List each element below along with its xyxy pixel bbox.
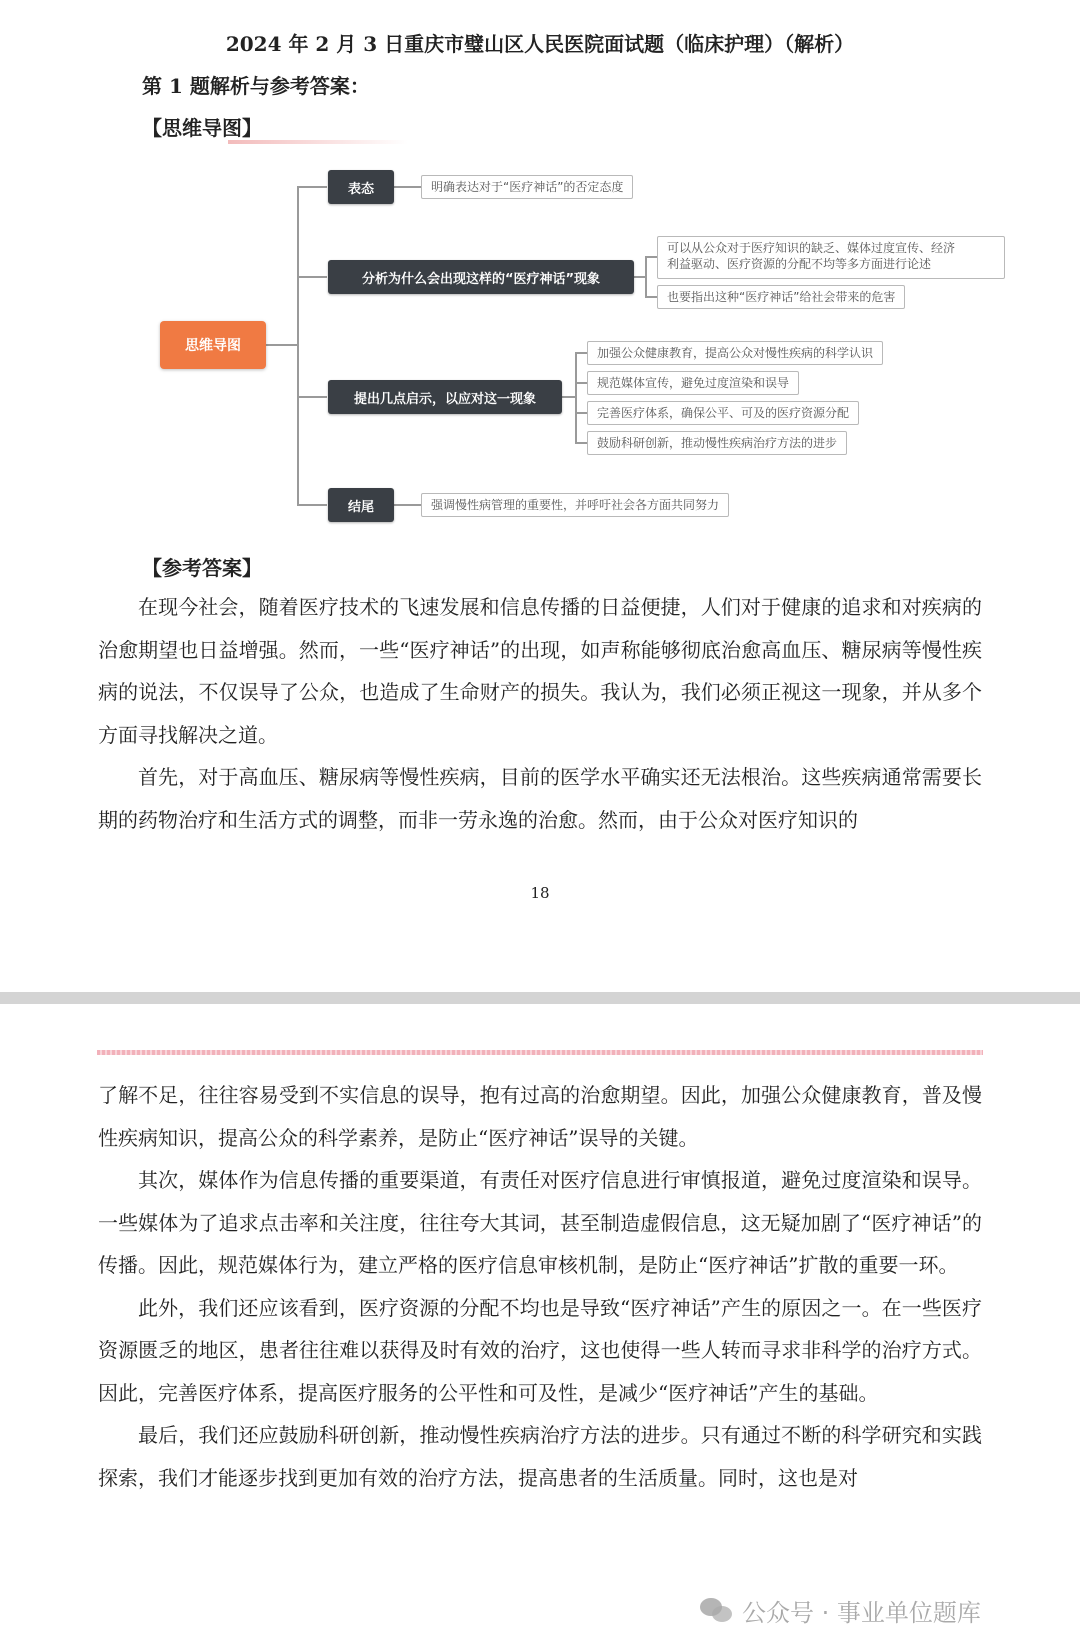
leaf-node: 加强公众健康教育，提高公众对慢性疾病的科学认识: [587, 341, 883, 365]
connector-line: [297, 504, 327, 506]
connector-line: [575, 352, 577, 443]
connector-line: [562, 396, 576, 398]
paragraph-continued: 了解不足，往往容易受到不实信息的误导，抱有过高的治愈期望。因此，加强公众健康教育，普及慢性疾病知识，提高公众的科学素养，是防止“医疗神话”误导的关键。: [98, 1083, 982, 1150]
answer-body-page1: [98, 586, 982, 841]
mindmap-heading: 【思维导图】: [142, 116, 262, 140]
branch-node-analysis: 分析为什么会出现这样的“医疗神话”现象: [328, 260, 634, 294]
connector-line: [297, 396, 327, 398]
document-page-2: [0, 1004, 1080, 1651]
paragraph: 在现今社会，随着医疗技术的飞速发展和信息传播的日益便捷，人们对于健康的追求和对疾病的治愈期望也日益增强。然而，一些“医疗神话”的出现，如声称能够彻底治愈高血压、糖尿病等慢性疾病的说法，不仅误导了公众，也造成了生命财产的损失。我认为，我们必须正视这一现象，并从多个方面寻找解决之道。: [98, 595, 982, 747]
watermark: [700, 1590, 981, 1630]
answer-body-page2: [98, 1074, 982, 1499]
page-separator: [0, 992, 1080, 1004]
leaf-line: 可以从公众对于医疗知识的缺乏、媒体过度宣传、经济: [667, 241, 956, 255]
paragraph: 其次，媒体作为信息传播的重要渠道，有责任对医疗信息进行审慎报道，避免过度渲染和误导。一些媒体为了追求点击率和关注度，往往夸大其词，甚至制造虚假信息，这无疑加剧了“医疗神话”的传播。因此，规范媒体行为，建立严格的医疗信息审核机制，是防止“医疗神话”扩散的重要一环。: [98, 1168, 982, 1277]
paragraph: 最后，我们还应鼓励科研创新，推动慢性疾病治疗方法的进步。只有通过不断的科学研究和实践探索，我们才能逐步找到更加有效的治疗方法，提高患者的生活质量。同时，这也是对: [98, 1423, 982, 1490]
connector-line: [393, 186, 421, 188]
leaf-node: 鼓励科研创新，推动慢性疾病治疗方法的进步: [587, 431, 847, 455]
answer-heading: 【参考答案】: [142, 556, 262, 580]
connector-line: [393, 504, 421, 506]
branch-node-conclusion: 结尾: [328, 488, 394, 522]
leaf-node: 规范媒体宣传，避免过度渲染和误导: [587, 371, 799, 395]
paragraph: 此外，我们还应该看到，医疗资源的分配不均也是导致“医疗神话”产生的原因之一。在一些医疗资源匮乏的地区，患者往往难以获得及时有效的治疗，这也使得一些人转而寻求非科学的治疗方式。因此，完善医疗体系，提高医疗服务的公平性和可及性，是减少“医疗神话”产生的基础。: [98, 1295, 982, 1405]
leaf-node: 强调慢性病管理的重要性，并呼吁社会各方面共同努力: [421, 493, 729, 517]
connector-line: [297, 186, 299, 506]
question-heading: 第 1 题解析与参考答案：: [142, 74, 370, 98]
leaf-node: 完善医疗体系，确保公平、可及的医疗资源分配: [587, 401, 859, 425]
connector-line: [575, 352, 587, 354]
leaf-line: 利益驱动、医疗资源的分配不均等多方面进行论述: [667, 257, 932, 271]
leaf-node: 明确表达对于“医疗神话”的否定态度: [421, 175, 633, 199]
connector-line: [645, 296, 657, 298]
paragraph: 首先，对于高血压、糖尿病等慢性疾病，目前的医学水平确实还无法根治。这些疾病通常需要长期的药物治疗和生活方式的调整，而非一劳永逸的治愈。然而，由于公众对医疗知识的: [98, 765, 982, 832]
header-rule: [97, 1050, 983, 1055]
page-number: 18: [530, 884, 550, 902]
connector-line: [266, 344, 298, 346]
leaf-node-multiline: [657, 236, 1005, 279]
connector-line: [645, 256, 647, 297]
connector-line: [297, 186, 327, 188]
watermark-text: 公众号 · 事业单位题库: [742, 1598, 981, 1627]
document-title: 2024 年 2 月 3 日重庆市璧山区人民医院面试题（临床护理）（解析）: [225, 32, 855, 56]
mindmap-root-node: 思维导图: [160, 321, 266, 369]
connector-line: [575, 412, 587, 414]
leaf-node: 也要指出这种“医疗神话”给社会带来的危害: [657, 285, 905, 309]
highlight-mark: [228, 140, 408, 144]
connector-line: [575, 382, 587, 384]
connector-line: [645, 256, 657, 258]
connector-line: [297, 276, 327, 278]
branch-node-suggestions: 提出几点启示，以应对这一现象: [328, 380, 562, 414]
wechat-icon: [700, 1596, 734, 1624]
connector-line: [575, 442, 587, 444]
branch-node-stance: 表态: [328, 170, 394, 204]
